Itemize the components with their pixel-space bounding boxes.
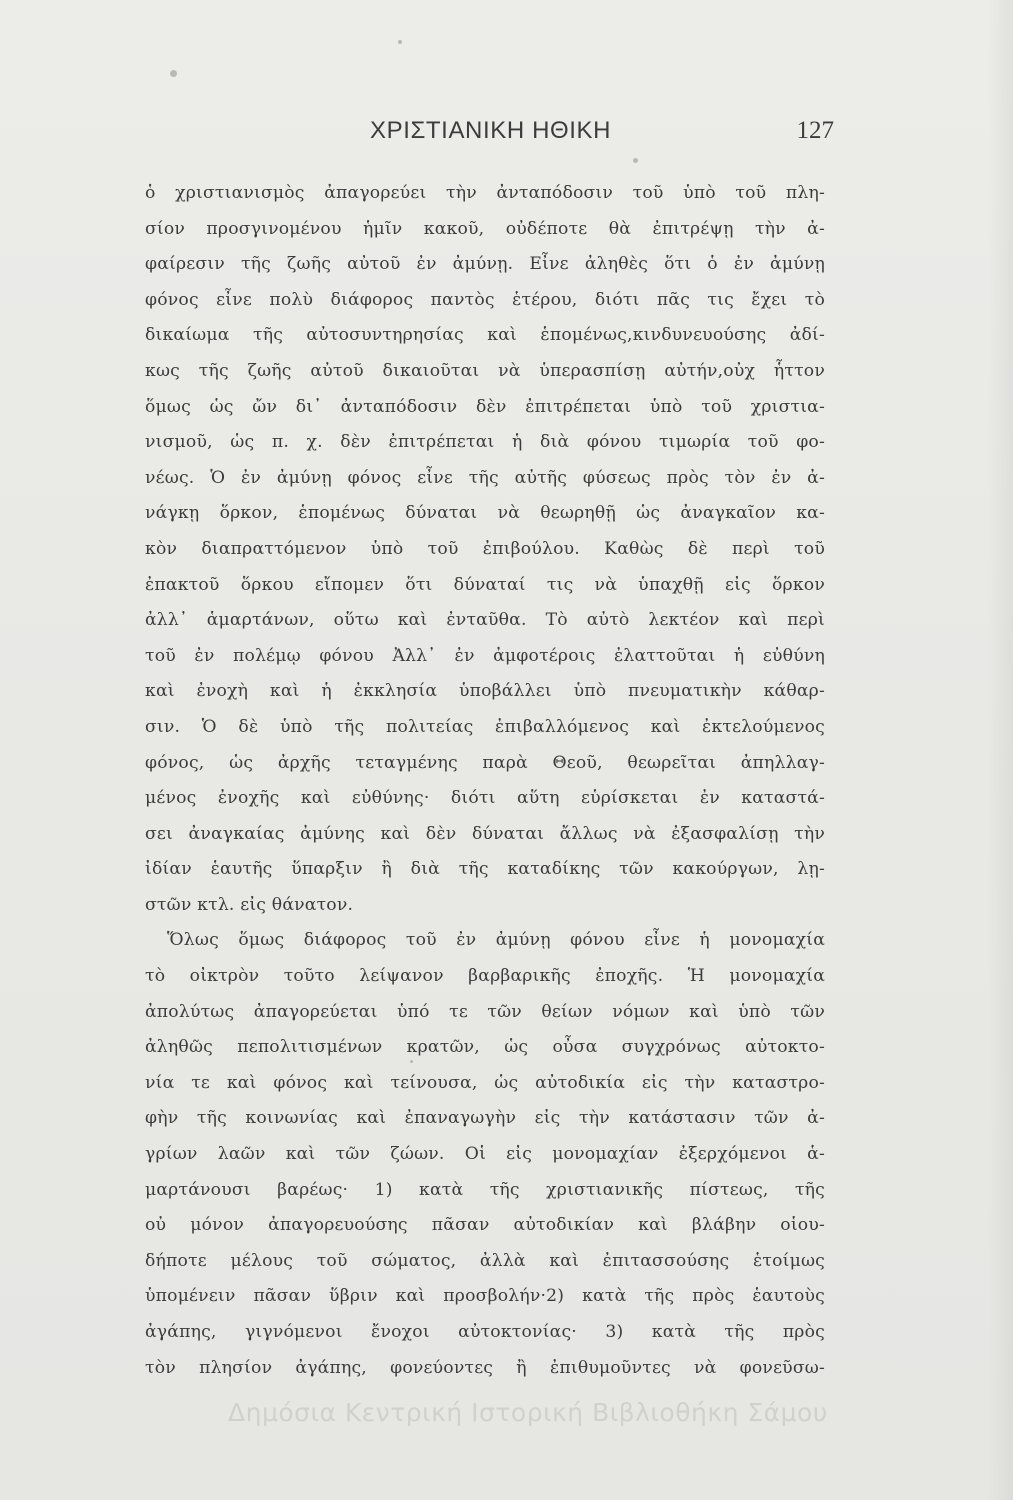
- text-line: σίον προσγινομένου ἡμῖν κακοῦ, οὐδέποτε θὰ ἐπιτρέψῃ τὴν ἀ-: [145, 218, 825, 239]
- page-number: 127: [796, 117, 834, 144]
- text-line: ἀληθῶς πεπολιτισμένων κρατῶν, ὡς οὖσα συγχρόνως αὐτοκτο-: [145, 1037, 825, 1058]
- library-watermark: Δημόσια Κεντρική Ιστορική Βιβλιοθήκη Σάμου: [228, 1398, 828, 1427]
- text-line: κὸν διαπραττόμενον ὑπὸ τοῦ ἐπιβούλου. Καθὼς δὲ περὶ τοῦ: [145, 538, 825, 559]
- text-line: σιν. Ὁ δὲ ὑπὸ τῆς πολιτείας ἐπιβαλλόμενος καὶ ἐκτελούμενος: [145, 716, 825, 737]
- text-line: οὐ μόνον ἀπαγορευούσης πᾶσαν αὐτοδικίαν καὶ βλάβην οἱου-: [145, 1215, 825, 1236]
- text-line: δικαίωμα τῆς αὐτοσυντηρησίας καὶ ἑπομένως,κινδυνευούσης ἀδί-: [145, 325, 825, 346]
- page-edge-shadow: [987, 0, 1013, 1500]
- text-line: σει ἀναγκαίας ἀμύνης καὶ δὲν δύναται ἄλλως νὰ ἐξασφαλίσῃ τὴν: [145, 823, 825, 844]
- text-line: μένος ἐνοχῆς καὶ εὐθύνης· διότι αὕτη εὑρίσκεται ἐν καταστά-: [145, 788, 825, 809]
- text-line: νέως. Ὁ ἐν ἀμύνῃ φόνος εἶνε τῆς αὐτῆς φύσεως πρὸς τὸν ἐν ἀ-: [145, 467, 825, 488]
- text-line: φόνος εἶνε πολὺ διάφορος παντὸς ἑτέρου, διότι πᾶς τις ἔχει τὸ: [145, 289, 825, 310]
- text-line: Ὅλως ὅμως διάφορος τοῦ ἐν ἀμύνῃ φόνου εἶνε ἡ μονομαχία: [167, 930, 825, 951]
- text-line: τὸν πλησίον ἀγάπης, φονεύοντες ἢ ἐπιθυμοῦντες νὰ φονεῦσω-: [145, 1357, 825, 1378]
- text-line: φόνος, ὡς ἀρχῆς τεταγμένης παρὰ Θεοῦ, θεωρεῖται ἀπηλλαγ-: [145, 752, 825, 773]
- text-line: νισμοῦ, ὡς π. χ. δὲν ἐπιτρέπεται ἡ διὰ φόνου τιμωρία τοῦ φο-: [145, 432, 825, 453]
- page-header: [130, 117, 834, 157]
- paper-spot: [398, 40, 402, 44]
- text-line: στῶν κτλ. εἰς θάνατον.: [145, 894, 354, 915]
- text-line: ἐπακτοῦ ὅρκου εἴπομεν ὅτι δύναταί τις νὰ ὑπαχθῇ εἰς ὅρκον: [145, 574, 825, 595]
- running-title: ΧΡΙΣΤΙΑΝΙΚΗ ΗΘΙΚΗ: [370, 117, 612, 144]
- text-line: ὅμως ὡς ὤν δι᾿ ἀνταπόδοσιν δὲν ἐπιτρέπεται ὑπὸ τοῦ χριστια-: [145, 396, 825, 417]
- text-line: νία τε καὶ φόνος καὶ τείνουσα, ὡς αὐτοδικία εἰς τὴν καταστρο-: [145, 1072, 825, 1093]
- text-line: ἰδίαν ἑαυτῆς ὕπαρξιν ἢ διὰ τῆς καταδίκης τῶν κακούργων, λῃ-: [145, 859, 825, 880]
- text-line: φαίρεσιν τῆς ζωῆς αὐτοῦ ἐν ἀμύνῃ. Εἶνε ἀληθὲς ὅτι ὁ ἐν ἀμύνῃ: [145, 254, 825, 275]
- text-line: ἀπολύτως ἀπαγορεύεται ὑπό τε τῶν θείων νόμων καὶ ὑπὸ τῶν: [145, 1001, 825, 1022]
- text-line: τὸ οἰκτρὸν τοῦτο λείψανον βαρβαρικῆς ἐποχῆς. Ἡ μονομαχία: [145, 966, 825, 987]
- text-line: γρίων λαῶν καὶ τῶν ζώων. Οἱ εἰς μονομαχίαν ἐξερχόμενοι ἁ-: [145, 1144, 825, 1165]
- body-text: [145, 176, 825, 1422]
- text-line: δήποτε μέλους τοῦ σώματος, ἀλλὰ καὶ ἐπιτασσούσης ἑτοίμως: [145, 1250, 825, 1271]
- text-line: ὑπομένειν πᾶσαν ὕβριν καὶ προσβολήν·2) κατὰ τῆς πρὸς ἑαυτοὺς: [145, 1286, 825, 1307]
- text-line: καὶ ἐνοχὴ καὶ ἡ ἐκκλησία ὑποβάλλει ὑπὸ πνευματικὴν κάθαρ-: [145, 681, 825, 702]
- paper-spot: [170, 70, 177, 77]
- paper-spot: [633, 158, 638, 163]
- text-line: κως τῆς ζωῆς αὐτοῦ δικαιοῦται νὰ ὑπερασπίσῃ αὐτήν,οὐχ ἧττον: [145, 360, 825, 381]
- text-line: μαρτάνουσι βαρέως· 1) κατὰ τῆς χριστιανικῆς πίστεως, τῆς: [145, 1179, 825, 1200]
- text-line: νάγκῃ ὅρκον, ἑπομένως δύναται νὰ θεωρηθῇ ὡς ἀναγκαῖον κα-: [145, 503, 825, 524]
- text-line: φὴν τῆς κοινωνίας καὶ ἐπαναγωγὴν εἰς τὴν κατάστασιν τῶν ἀ-: [145, 1108, 825, 1129]
- text-line: τοῦ ἐν πολέμῳ φόνου Ἀλλ᾿ ἐν ἀμφοτέροις ἐλαττοῦται ἡ εὐθύνη: [145, 645, 825, 666]
- text-line: ἀγάπης, γιγνόμενοι ἔνοχοι αὐτοκτονίας· 3) κατὰ τῆς πρὸς: [145, 1322, 825, 1342]
- text-line: ἀλλ᾿ ἁμαρτάνων, οὕτω καὶ ἐνταῦθα. Τὸ αὐτὸ λεκτέον καὶ περὶ: [145, 610, 825, 631]
- text-line: ὁ χριστιανισμὸς ἀπαγορεύει τὴν ἀνταπόδοσιν τοῦ ὑπὸ τοῦ πλη-: [145, 183, 825, 203]
